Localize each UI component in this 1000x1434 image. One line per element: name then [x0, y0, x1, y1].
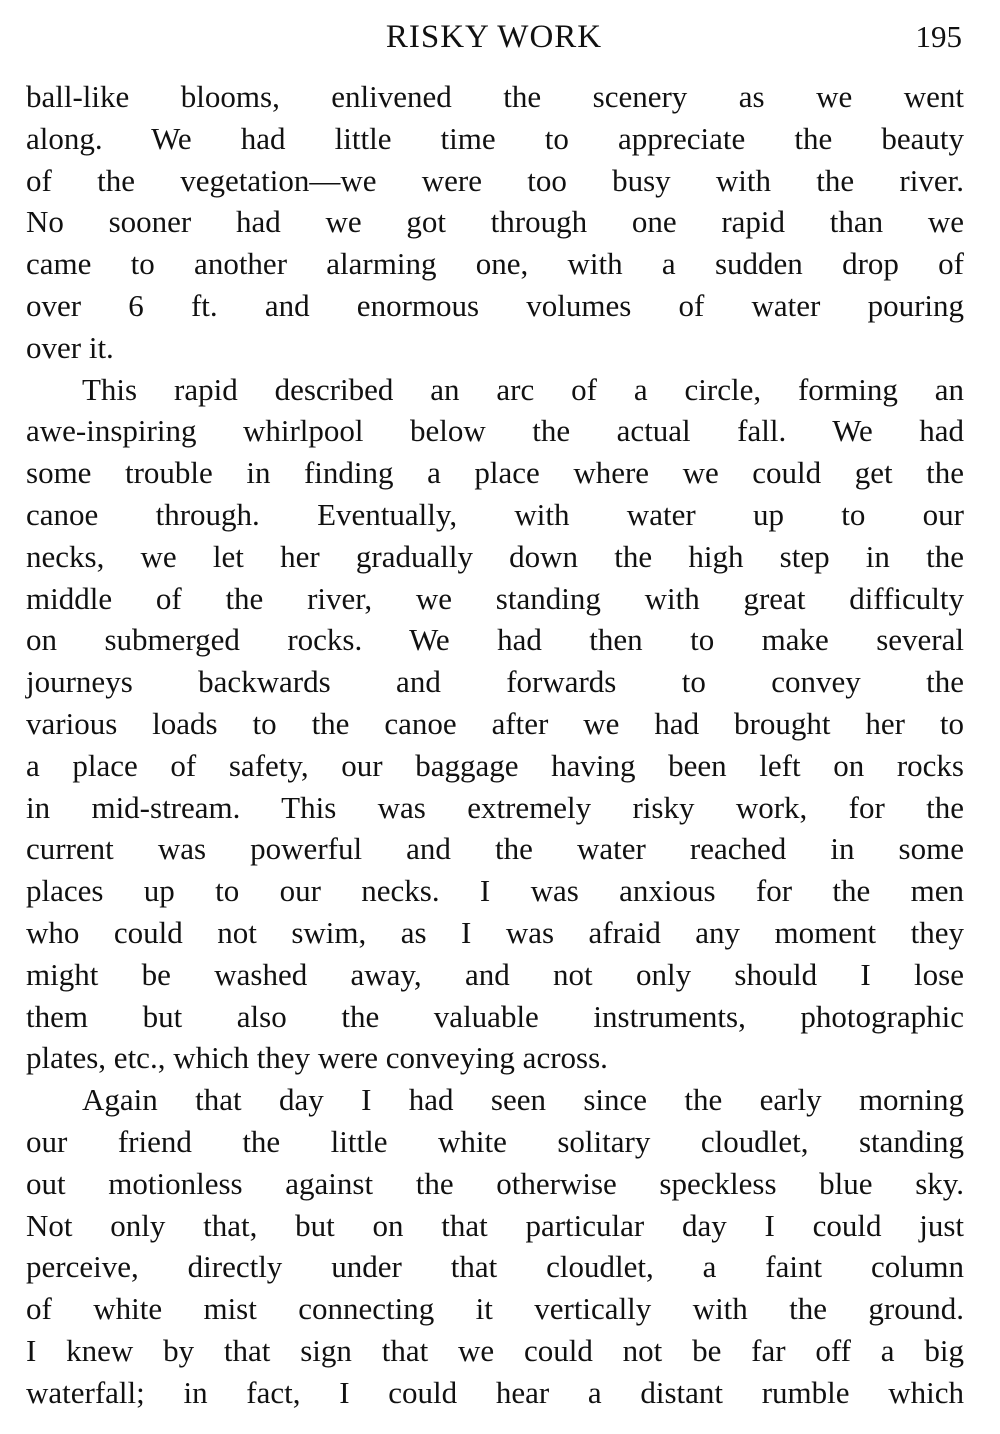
page-number: 195 [915, 19, 962, 54]
text-line: ball-like blooms, enlivened the scenery as we went [26, 79, 964, 114]
text-line: a place of safety, our baggage having been left on rocks [26, 747, 964, 783]
text-line: of the vegetation—we were too busy with the river. [26, 162, 964, 198]
text-line: necks, we let her gradually down the high step in the [26, 538, 964, 574]
text-line: various loads to the canoe after we had brought her to [26, 705, 964, 741]
text-line: in mid-stream. This was extremely risky work, for the [26, 789, 964, 825]
paragraph-start-line: Again that day I had seen since the early morning [82, 1082, 964, 1118]
body-text [26, 76, 964, 1414]
text-line: places up to our necks. I was anxious for the men [26, 873, 964, 909]
text-line: I knew by that sign that we could not be far off a big [26, 1332, 964, 1368]
text-line: of white mist connecting it vertically with the ground. [26, 1291, 964, 1327]
text-line: came to another alarming one, with a sudden drop of [26, 246, 964, 282]
text-line: Not only that, but on that particular day I could just [26, 1207, 964, 1243]
paragraph-start-line: This rapid described an arc of a circle, forming an [82, 371, 964, 407]
text-line: who could not swim, as I was afraid any moment they [26, 914, 964, 950]
text-line: awe-inspiring whirlpool below the actual fall. We had [26, 413, 964, 449]
text-line: canoe through. Eventually, with water up to our [26, 496, 964, 532]
text-line: middle of the river, we standing with great difficulty [26, 580, 964, 616]
text-line: them but also the valuable instruments, photographic [26, 998, 964, 1034]
text-line: No sooner had we got through one rapid than we [26, 204, 964, 240]
text-line: some trouble in finding a place where we could get the [26, 455, 964, 491]
paragraph-end-line: over it. [26, 329, 114, 365]
text-line: along. We had little time to appreciate the beauty [26, 120, 964, 156]
text-line: journeys backwards and forwards to convey the [26, 664, 964, 700]
running-head [26, 12, 962, 62]
text-line: over 6 ft. and enormous volumes of water pouring [26, 287, 964, 323]
paragraph-end-line: plates, etc., which they were conveying across. [26, 1040, 608, 1076]
text-line: perceive, directly under that cloudlet, a faint column [26, 1249, 964, 1285]
running-title: RISKY WORK [385, 19, 603, 55]
text-line: waterfall; in fact, I could hear a distant rumble which [26, 1374, 964, 1410]
text-line: might be washed away, and not only should I lose [26, 956, 964, 992]
text-line: our friend the little white solitary cloudlet, standing [26, 1123, 964, 1159]
text-line: out motionless against the otherwise speckless blue sky. [26, 1165, 964, 1201]
text-line: current was powerful and the water reached in some [26, 831, 964, 867]
text-line: on submerged rocks. We had then to make several [26, 622, 964, 658]
